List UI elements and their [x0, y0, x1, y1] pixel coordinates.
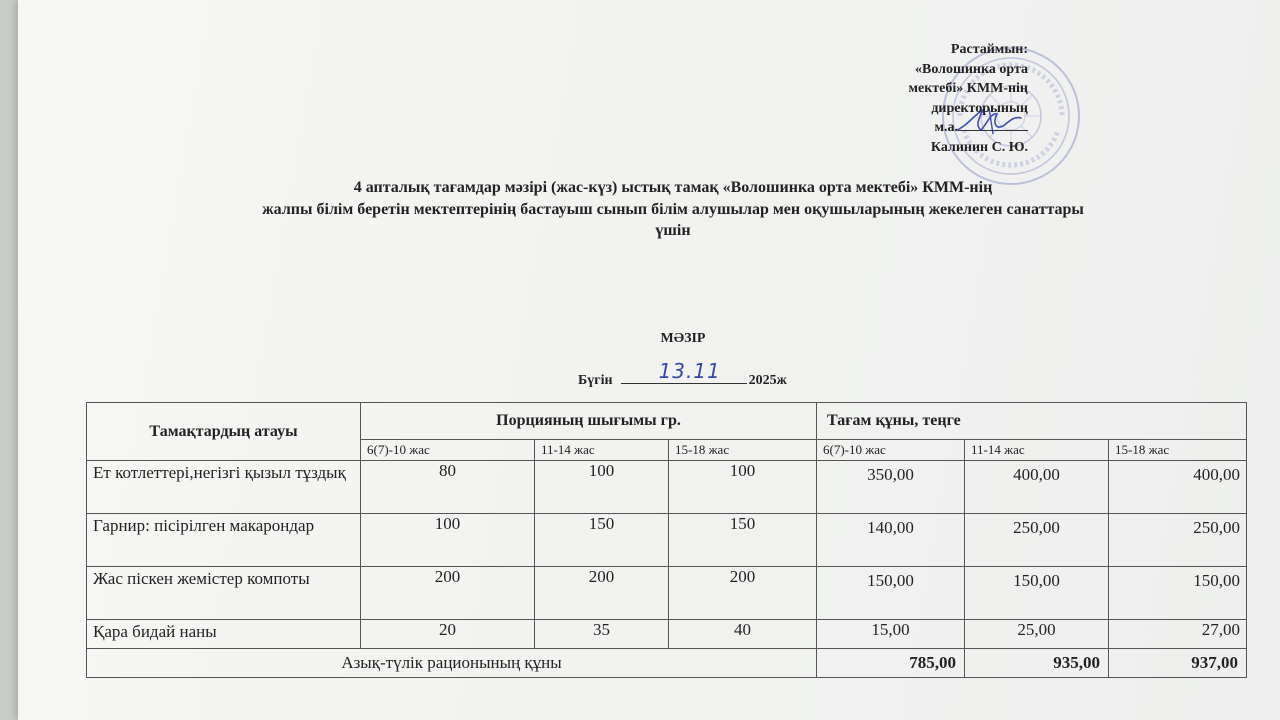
age-group-cell: 15-18 жас [1109, 440, 1247, 461]
today-label: Бүгін [578, 373, 613, 388]
document-title-line-2: жалпы білім беретін мектептерінің бастауыш сынып білім алушылар мен оқушыларының жекелеген санаттары [262, 201, 1084, 218]
price-cell: 150,00 [1109, 567, 1247, 620]
price-cell: 400,00 [965, 461, 1109, 514]
portion-cell: 100 [669, 461, 817, 514]
approval-line-6: Калинин С. Ю. [930, 139, 1028, 155]
portion-cell: 100 [535, 461, 669, 514]
menu-heading: МӘЗІР [660, 331, 706, 346]
table-row [87, 514, 1247, 567]
approval-block [818, 40, 1028, 157]
dish-name: Ет котлеттері,негізгі қызыл тұздық [87, 461, 361, 514]
portion-cell: 150 [535, 514, 669, 567]
approval-line-1: Растаймын: [950, 42, 1028, 57]
document-title-line-1: 4 апталық тағамдар мәзірі (жас-күз) ыстық тамақ «Волошинка орта мектебі» КММ-нің [353, 179, 993, 196]
table-row [87, 461, 1247, 514]
header-price: Тағам құны, теңге [817, 403, 1247, 440]
price-cell: 250,00 [1109, 514, 1247, 567]
total-label: Азық-түлік рационының құны [87, 649, 817, 678]
price-cell: 140,00 [817, 514, 965, 567]
header-portion: Порцияның шығымы гр. [361, 403, 817, 440]
signature-line [958, 118, 1028, 131]
portion-cell: 100 [361, 514, 535, 567]
today-line [578, 359, 787, 389]
approval-line-5 [818, 118, 1028, 138]
handwritten-date: 13.11 [658, 359, 721, 383]
today-year: 2025ж [748, 373, 787, 388]
portion-cell: 40 [669, 620, 817, 649]
portion-cell: 200 [535, 567, 669, 620]
approval-line-3: мектебі» КММ-нің [908, 81, 1028, 96]
price-cell: 150,00 [965, 567, 1109, 620]
price-cell: 350,00 [817, 461, 965, 514]
total-cell: 937,00 [1109, 649, 1247, 678]
dish-name: Қара бидай наны [87, 620, 361, 649]
total-row [87, 649, 1247, 678]
document-sheet [18, 0, 1280, 720]
total-cell: 785,00 [817, 649, 965, 678]
price-cell: 250,00 [965, 514, 1109, 567]
age-group-cell: 6(7)-10 жас [817, 440, 965, 461]
approval-line-2: «Волошинка орта [915, 61, 1028, 77]
approval-position: м.а. [934, 120, 958, 135]
price-cell: 25,00 [965, 620, 1109, 649]
menu-table [86, 402, 1247, 678]
date-field [621, 359, 747, 384]
table-row [87, 567, 1247, 620]
portion-cell: 35 [535, 620, 669, 649]
price-cell: 15,00 [817, 620, 965, 649]
portion-cell: 20 [361, 620, 535, 649]
dish-name: Жас піскен жемістер компоты [87, 567, 361, 620]
portion-cell: 200 [361, 567, 535, 620]
header-dish-name: Тамақтардың атауы [87, 403, 361, 461]
age-group-cell: 15-18 жас [669, 440, 817, 461]
portion-cell: 200 [669, 567, 817, 620]
document-title-line-3: үшін [655, 222, 691, 239]
approval-line-4: директорының [931, 100, 1028, 116]
table-header-row [87, 403, 1247, 440]
price-cell: 400,00 [1109, 461, 1247, 514]
age-group-cell: 11-14 жас [535, 440, 669, 461]
price-cell: 150,00 [817, 567, 965, 620]
table-row [87, 620, 1247, 649]
age-group-cell: 11-14 жас [965, 440, 1109, 461]
portion-cell: 80 [361, 461, 535, 514]
age-group-cell: 6(7)-10 жас [361, 440, 535, 461]
dish-name: Гарнир: пісірілген макарондар [87, 514, 361, 567]
portion-cell: 150 [669, 514, 817, 567]
price-cell: 27,00 [1109, 620, 1247, 649]
total-cell: 935,00 [965, 649, 1109, 678]
